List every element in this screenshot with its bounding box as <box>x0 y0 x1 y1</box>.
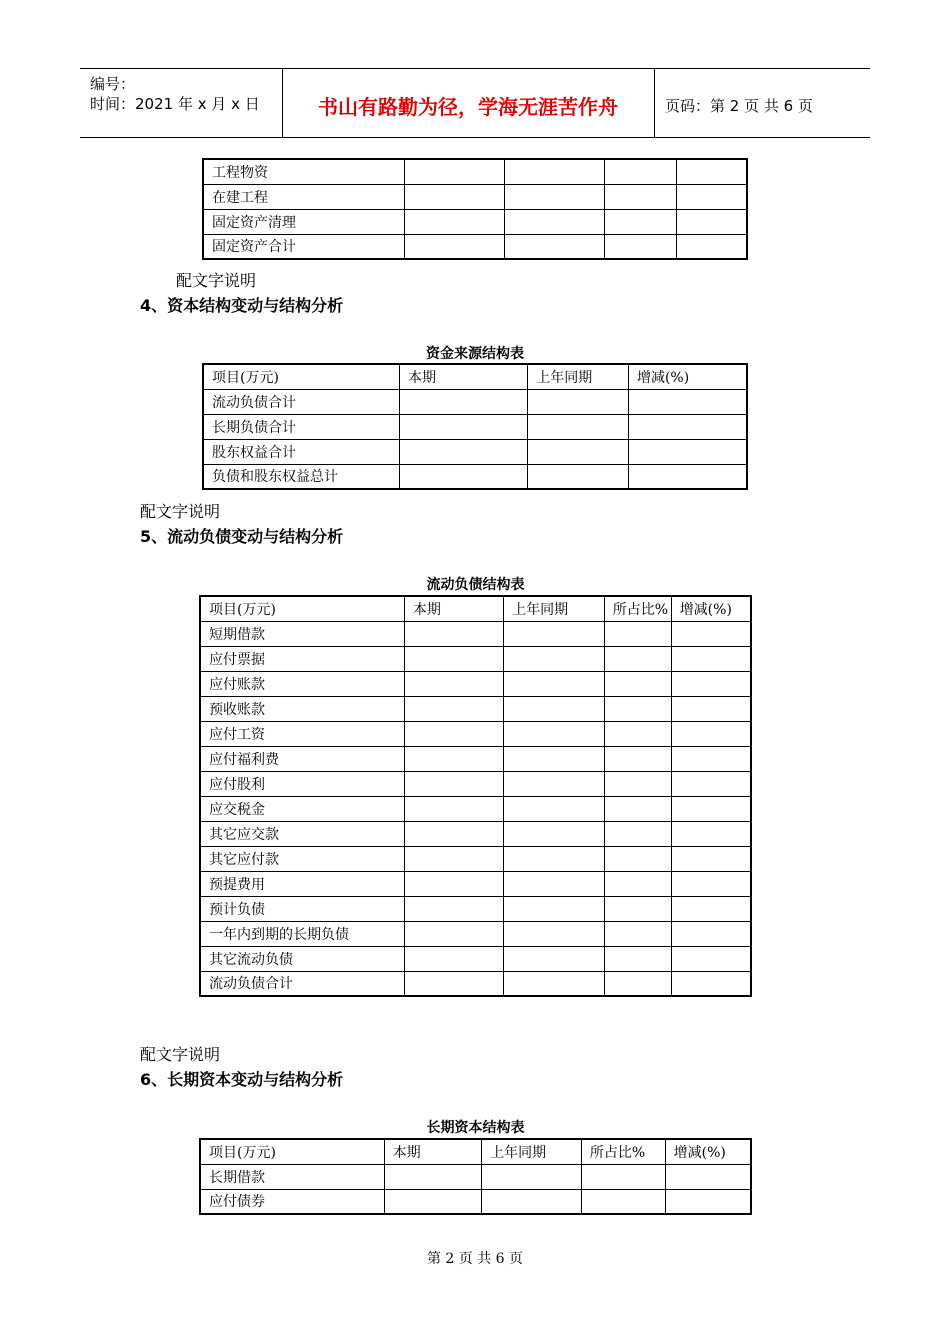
value-cell <box>628 464 747 489</box>
value-cell <box>400 464 528 489</box>
value-cell <box>404 721 503 746</box>
value-cell <box>671 746 751 771</box>
value-cell <box>404 671 503 696</box>
value-cell <box>404 946 503 971</box>
table-row <box>203 159 747 184</box>
value-cell <box>400 414 528 439</box>
row-label-cell: 预收账款 <box>200 696 404 721</box>
column-header: 所占比% <box>604 596 671 621</box>
row-label-cell: 负债和股东权益总计 <box>203 464 400 489</box>
column-header: 所占比% <box>581 1139 665 1164</box>
table-row <box>200 821 751 846</box>
value-cell <box>676 159 747 184</box>
value-cell <box>504 234 605 259</box>
fixed-assets-table <box>202 158 748 260</box>
table-row <box>200 721 751 746</box>
table-row <box>200 871 751 896</box>
value-cell <box>528 414 629 439</box>
value-cell <box>404 209 504 234</box>
row-label-cell: 固定资产清理 <box>203 209 404 234</box>
table-row <box>200 1189 751 1214</box>
column-header: 上年同期 <box>528 364 629 389</box>
value-cell <box>482 1189 582 1214</box>
value-cell <box>384 1164 482 1189</box>
row-label-cell: 应付债券 <box>200 1189 384 1214</box>
value-cell <box>404 771 503 796</box>
long-term-capital-table <box>199 1138 752 1215</box>
motto-text: 书山有路勤为径，学海无涯苦作舟 <box>318 95 618 119</box>
column-header: 增减(%) <box>671 596 751 621</box>
value-cell <box>504 746 605 771</box>
table-row <box>200 846 751 871</box>
value-cell <box>404 971 503 996</box>
value-cell <box>676 234 747 259</box>
value-cell <box>671 771 751 796</box>
value-cell <box>384 1189 482 1214</box>
caption-note: 配文字说明 <box>176 271 257 290</box>
section-6-heading: 6、长期资本变动与结构分析 <box>140 1070 344 1089</box>
header-meta-cell <box>80 69 283 137</box>
table-row <box>200 1164 751 1189</box>
table-row <box>203 389 747 414</box>
value-cell <box>671 796 751 821</box>
row-label-cell: 其它流动负债 <box>200 946 404 971</box>
value-cell <box>671 646 751 671</box>
value-cell <box>671 846 751 871</box>
value-cell <box>604 971 671 996</box>
value-cell <box>604 621 671 646</box>
value-cell <box>504 721 605 746</box>
value-cell <box>404 184 504 209</box>
column-header: 本期 <box>384 1139 482 1164</box>
header-page-cell <box>655 69 870 137</box>
value-cell <box>604 646 671 671</box>
row-label-cell: 应付工资 <box>200 721 404 746</box>
value-cell <box>604 796 671 821</box>
table-header-row <box>200 596 751 621</box>
value-cell <box>504 846 605 871</box>
section-5-note: 配文字说明 <box>140 1045 221 1064</box>
value-cell <box>400 439 528 464</box>
row-label-cell: 长期借款 <box>200 1164 384 1189</box>
table-row <box>203 414 747 439</box>
header-motto-cell <box>282 69 655 137</box>
table-header-row <box>203 364 747 389</box>
row-label-cell: 股东权益合计 <box>203 439 400 464</box>
value-cell <box>676 209 747 234</box>
value-cell <box>581 1189 665 1214</box>
value-cell <box>604 771 671 796</box>
table-row <box>200 646 751 671</box>
value-cell <box>581 1164 665 1189</box>
row-label-cell: 流动负债合计 <box>200 971 404 996</box>
row-label-cell: 短期借款 <box>200 621 404 646</box>
value-cell <box>528 389 629 414</box>
value-cell <box>528 464 629 489</box>
table-row <box>200 921 751 946</box>
document-header <box>80 68 870 138</box>
row-label-cell: 流动负债合计 <box>203 389 400 414</box>
value-cell <box>404 821 503 846</box>
value-cell <box>504 159 605 184</box>
value-cell <box>404 846 503 871</box>
row-label-cell: 应付票据 <box>200 646 404 671</box>
long-term-capital-table-title: 长期资本结构表 <box>426 1120 525 1136</box>
capital-source-table <box>202 363 748 490</box>
current-liabilities-table <box>199 595 752 997</box>
row-label-cell: 应交税金 <box>200 796 404 821</box>
value-cell <box>604 921 671 946</box>
table-row <box>203 464 747 489</box>
column-header: 上年同期 <box>482 1139 582 1164</box>
section-4-heading: 4、资本结构变动与结构分析 <box>140 296 344 315</box>
row-label-cell: 固定资产合计 <box>203 234 404 259</box>
row-label-cell: 工程物资 <box>203 159 404 184</box>
table-row <box>203 184 747 209</box>
value-cell <box>504 946 605 971</box>
section-4-note: 配文字说明 <box>140 502 221 521</box>
value-cell <box>628 389 747 414</box>
value-cell <box>504 871 605 896</box>
row-label-cell: 应付福利费 <box>200 746 404 771</box>
row-label-cell: 其它应付款 <box>200 846 404 871</box>
value-cell <box>665 1189 751 1214</box>
column-header: 增减(%) <box>665 1139 751 1164</box>
value-cell <box>504 696 605 721</box>
value-cell <box>604 746 671 771</box>
value-cell <box>504 209 605 234</box>
value-cell <box>404 159 504 184</box>
value-cell <box>504 821 605 846</box>
value-cell <box>671 671 751 696</box>
table-row <box>203 439 747 464</box>
capital-source-table-title: 资金来源结构表 <box>426 346 524 362</box>
row-label-cell: 其它应交款 <box>200 821 404 846</box>
value-cell <box>404 921 503 946</box>
value-cell <box>671 721 751 746</box>
value-cell <box>404 746 503 771</box>
value-cell <box>604 671 671 696</box>
value-cell <box>400 389 528 414</box>
value-cell <box>404 796 503 821</box>
column-header: 上年同期 <box>504 596 605 621</box>
value-cell <box>504 671 605 696</box>
value-cell <box>504 921 605 946</box>
value-cell <box>504 796 605 821</box>
column-header: 本期 <box>404 596 503 621</box>
table-row <box>200 671 751 696</box>
row-label-cell: 预提费用 <box>200 871 404 896</box>
table-row <box>200 621 751 646</box>
row-label-cell: 在建工程 <box>203 184 404 209</box>
value-cell <box>404 871 503 896</box>
value-cell <box>671 621 751 646</box>
value-cell <box>628 414 747 439</box>
value-cell <box>504 184 605 209</box>
number-label: 编号： <box>90 75 136 93</box>
value-cell <box>671 946 751 971</box>
row-label-cell: 一年内到期的长期负债 <box>200 921 404 946</box>
value-cell <box>605 209 677 234</box>
table-header-row <box>200 1139 751 1164</box>
value-cell <box>605 159 677 184</box>
row-label-cell: 长期负债合计 <box>203 414 400 439</box>
value-cell <box>604 871 671 896</box>
value-cell <box>404 696 503 721</box>
value-cell <box>605 184 677 209</box>
value-cell <box>404 621 503 646</box>
value-cell <box>504 621 605 646</box>
table-row <box>200 971 751 996</box>
column-header: 项目(万元) <box>200 596 404 621</box>
value-cell <box>671 971 751 996</box>
section-5-heading: 5、流动负债变动与结构分析 <box>140 527 344 546</box>
table-row <box>200 771 751 796</box>
value-cell <box>671 871 751 896</box>
value-cell <box>671 896 751 921</box>
value-cell <box>404 896 503 921</box>
column-header: 项目(万元) <box>203 364 400 389</box>
value-cell <box>528 439 629 464</box>
value-cell <box>482 1164 582 1189</box>
table-row <box>200 896 751 921</box>
value-cell <box>628 439 747 464</box>
table-row <box>200 746 751 771</box>
value-cell <box>504 896 605 921</box>
time-label: 时间：2021 年 x 月 x 日 <box>90 95 260 113</box>
value-cell <box>404 646 503 671</box>
value-cell <box>604 946 671 971</box>
value-cell <box>604 896 671 921</box>
row-label-cell: 应付账款 <box>200 671 404 696</box>
value-cell <box>404 234 504 259</box>
current-liabilities-table-title: 流动负债结构表 <box>426 577 525 593</box>
page-label: 页码：第 2 页 共 6 页 <box>665 97 813 115</box>
row-label-cell: 预计负债 <box>200 896 404 921</box>
value-cell <box>504 971 605 996</box>
value-cell <box>665 1164 751 1189</box>
value-cell <box>604 696 671 721</box>
value-cell <box>504 646 605 671</box>
table-row <box>203 234 747 259</box>
table-row <box>203 209 747 234</box>
value-cell <box>504 771 605 796</box>
value-cell <box>604 821 671 846</box>
page-footer: 第 2 页 共 6 页 <box>426 1251 524 1267</box>
value-cell <box>671 696 751 721</box>
column-header: 本期 <box>400 364 528 389</box>
value-cell <box>604 721 671 746</box>
table-row <box>200 696 751 721</box>
value-cell <box>671 821 751 846</box>
value-cell <box>604 846 671 871</box>
column-header: 增减(%) <box>628 364 747 389</box>
table-row <box>200 946 751 971</box>
row-label-cell: 应付股利 <box>200 771 404 796</box>
value-cell <box>605 234 677 259</box>
value-cell <box>676 184 747 209</box>
value-cell <box>671 921 751 946</box>
column-header: 项目(万元) <box>200 1139 384 1164</box>
table-row <box>200 796 751 821</box>
